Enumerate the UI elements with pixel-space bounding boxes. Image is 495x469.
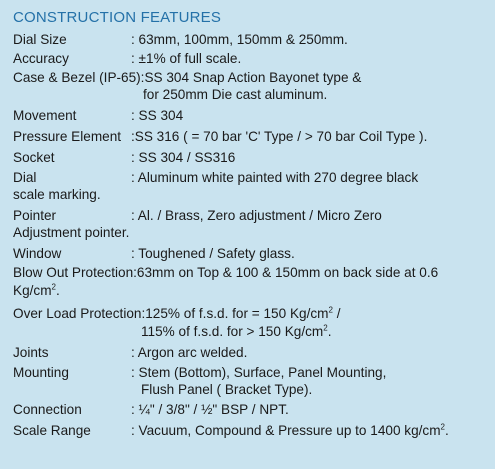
feature-text-continued: Adjustment pointer. xyxy=(13,225,130,240)
feature-label: Mounting xyxy=(13,365,69,380)
feature-value: : ±1% of full scale. xyxy=(131,51,242,66)
section-heading: CONSTRUCTION FEATURES xyxy=(13,9,222,26)
feature-text-continued: scale marking. xyxy=(13,187,101,202)
feature-label: Connection xyxy=(13,402,82,417)
feature-label: Accuracy xyxy=(13,51,69,66)
feature-value: : Vacuum, Compound & Pressure up to 1400 $kg/cm^2$. xyxy=(131,422,449,438)
feature-text: Blow Out Protection:63mm on Top & 100 & 150mm on back side at 0.6 xyxy=(13,265,439,280)
feature-text-continued: for 250mm Die cast aluminum. xyxy=(143,87,328,102)
feature-label: Movement xyxy=(13,108,77,123)
feature-text-continued: Flush Panel ( Bracket Type). xyxy=(141,382,313,397)
feature-label: Pressure Element xyxy=(13,129,122,144)
feature-value: : 63mm, 100mm, 150mm & 250mm. xyxy=(131,32,348,47)
feature-label: Window xyxy=(13,246,62,261)
feature-label: Dial xyxy=(13,170,37,185)
feature-value: : SS 304 / SS316 xyxy=(131,150,236,165)
feature-text: Case & Bezel (IP-65):SS 304 Snap Action Bayonet type & xyxy=(13,70,362,85)
feature-value: : SS 304 xyxy=(131,108,184,123)
feature-value: : Stem (Bottom), Surface, Panel Mounting, xyxy=(131,365,387,380)
feature-label: Socket xyxy=(13,150,55,165)
feature-text-continued: $Kg/cm^2$. xyxy=(13,282,60,298)
feature-label: Dial Size xyxy=(13,32,67,47)
feature-value: : Toughened / Safety glass. xyxy=(131,246,295,261)
feature-text-continued: 115% of f.s.d. for > 150 $Kg/cm^2$. xyxy=(141,323,332,339)
feature-value: :SS 316 ( = 70 bar 'C' Type / > 70 bar Coil Type ). xyxy=(131,129,428,144)
feature-label: Pointer xyxy=(13,208,57,223)
feature-value: : Al. / Brass, Zero adjustment / Micro Zero xyxy=(131,208,382,223)
feature-value: : ¼" / 3/8" / ½" BSP / NPT. xyxy=(131,402,289,417)
feature-label: Scale Range xyxy=(13,423,91,438)
feature-text: Over Load Protection:125% of f.s.d. for = 150 $Kg/cm^2$ / xyxy=(13,305,341,321)
feature-value: : Argon arc welded. xyxy=(131,345,248,360)
feature-label: Joints xyxy=(13,345,49,360)
feature-value: : Aluminum white painted with 270 degree black xyxy=(131,170,419,185)
